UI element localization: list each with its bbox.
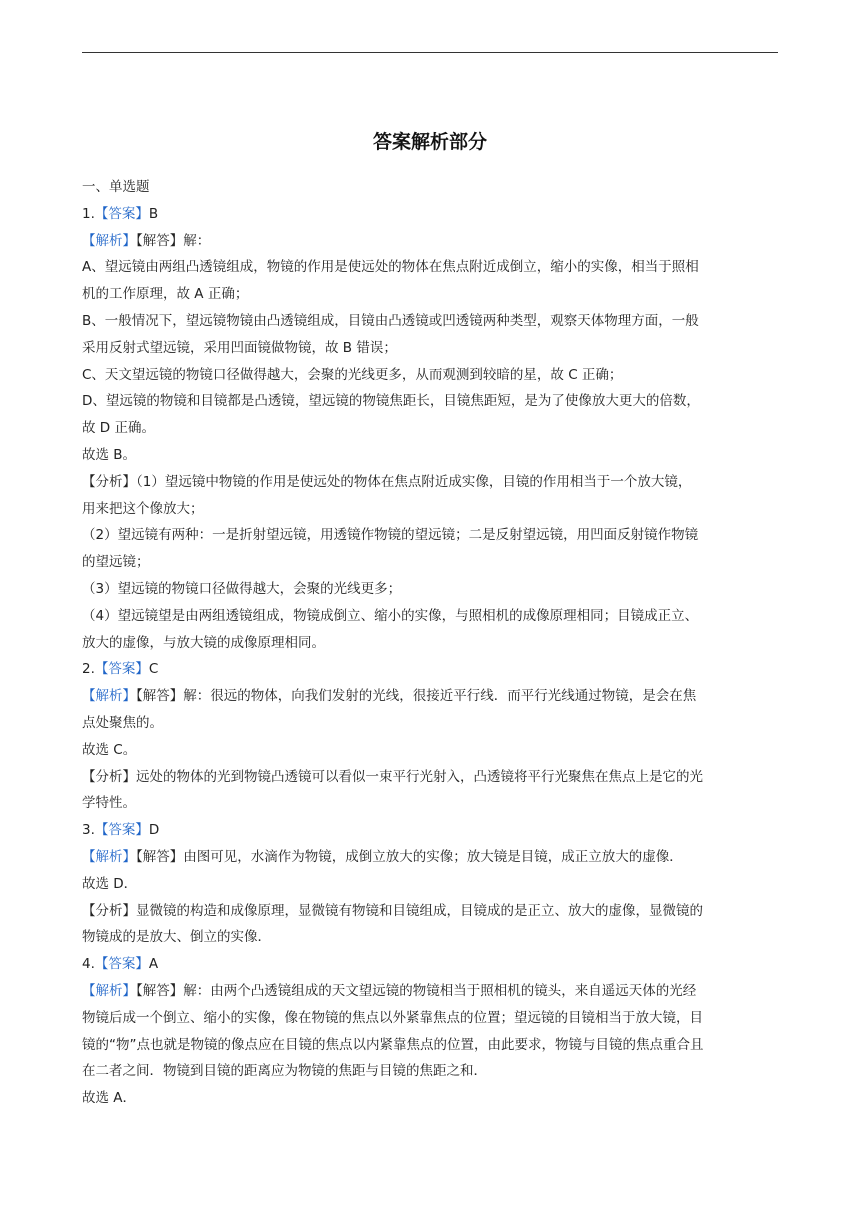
analysis-line bbox=[82, 683, 778, 710]
analysis-text-line: 机的工作原理，故 A 正确； bbox=[82, 286, 249, 303]
analysis-tag: 【解析】 bbox=[82, 982, 136, 999]
fenxi-text-line: （4）望远镜望是由两组透镜组成，物镜成倒立、缩小的实像，与照相机的成像原理相同；目镜成正立、 bbox=[82, 607, 699, 624]
analysis-tag: 【解析】 bbox=[82, 688, 136, 705]
answer-value: C bbox=[148, 661, 159, 678]
analysis-text-line: 采用反射式望远镜，采用凹面镜做物镜，故 B 错误； bbox=[82, 339, 397, 356]
analysis-text-line: 物镜后成一个倒立、缩小的实像，像在物镜的焦点以外紧靠焦点的位置；望远镜的目镜相当于放大镜，目 bbox=[82, 1009, 703, 1026]
analysis-line bbox=[82, 228, 778, 255]
analysis-text-line: 在二者之间．物镜到目镜的距离应为物镜的焦距与目镜的焦距之和． bbox=[82, 1063, 487, 1080]
analysis-text-line: 故 D 正确。 bbox=[82, 420, 155, 437]
answer-tag: 【答案】 bbox=[94, 956, 149, 973]
fenxi-text-line: 【分析】（1）望远镜中物镜的作用是使远处的物体在焦点附近成实像，目镜的作用相当于一个放大镜， bbox=[82, 473, 692, 490]
analysis-line bbox=[82, 978, 778, 1005]
answer-tag: 【答案】 bbox=[94, 661, 149, 678]
analysis-text: 【解答】解：很远的物体，向我们发射的光线，很接近平行线．而平行光线通过物镜，是会在焦 bbox=[136, 688, 697, 705]
analysis-text-line: 故选 C。 bbox=[82, 741, 137, 758]
fenxi-text-line: 【分析】显微镜的构造和成像原理，显微镜有物镜和目镜组成，目镜成的是正立、放大的虚像，显微镜的 bbox=[82, 902, 703, 919]
analysis-text-line: A、望远镜由两组凸透镜组成，物镜的作用是使远处的物体在焦点附近成倒立，缩小的实像，相当于照相 bbox=[82, 259, 699, 276]
question-number: 2. bbox=[82, 661, 95, 678]
answer-value: B bbox=[148, 205, 159, 222]
question-number: 4. bbox=[82, 956, 95, 973]
analysis-text-line: D、望远镜的物镜和目镜都是凸透镜，望远镜的物镜焦距长，目镜焦距短，是为了使像放大更大的倍数， bbox=[82, 393, 700, 410]
analysis-text-line: 镜的“物”点也就是物镜的像点应在目镜的焦点以内紧靠焦点的位置，由此要求，物镜与目镜的焦点重合且 bbox=[82, 1036, 704, 1053]
analysis-text-line: C、天文望远镜的物镜口径做得越大，会聚的光线更多，从而观测到较暗的星，故 C 正确； bbox=[82, 366, 623, 383]
question-number: 3. bbox=[82, 822, 95, 839]
answer-tag: 【答案】 bbox=[94, 205, 149, 222]
answer-line bbox=[82, 201, 778, 228]
question-number: 1. bbox=[82, 205, 95, 222]
fenxi-text-line: 的望远镜； bbox=[82, 554, 150, 571]
analysis-text: 【解答】解： bbox=[136, 232, 211, 249]
answer-line bbox=[82, 656, 778, 683]
analysis-text-line: 故选 B。 bbox=[82, 446, 137, 463]
analysis-text: 【解答】解：由两个凸透镜组成的天文望远镜的物镜相当于照相机的镜头，来自遥远天体的光经 bbox=[136, 982, 697, 999]
fenxi-text-line: 【分析】远处的物体的光到物镜凸透镜可以看似一束平行光射入，凸透镜将平行光聚焦在焦点上是它的光 bbox=[82, 768, 703, 785]
answer-line bbox=[82, 817, 778, 844]
fenxi-text-line: 放大的虚像，与放大镜的成像原理相同。 bbox=[82, 634, 325, 651]
analysis-text: 【解答】由图可见，水滴作为物镜，成倒立放大的实像；放大镜是目镜，成正立放大的虚像． bbox=[136, 848, 683, 865]
fenxi-text-line: （2）望远镜有两种：一是折射望远镜，用透镜作物镜的望远镜；二是反射望远镜，用凹面反射镜作物镜 bbox=[82, 527, 699, 544]
analysis-text-line: 故选 A． bbox=[82, 1090, 137, 1107]
answer-value: D bbox=[148, 822, 160, 839]
answer-tag: 【答案】 bbox=[94, 822, 149, 839]
analysis-tag: 【解析】 bbox=[82, 232, 136, 249]
answer-value: A bbox=[148, 956, 159, 973]
analysis-text-line: 故选 D． bbox=[82, 875, 138, 892]
fenxi-text-line: 物镜成的是放大、倒立的实像． bbox=[82, 929, 271, 946]
answer-line bbox=[82, 951, 778, 978]
fenxi-text-line: 学特性。 bbox=[82, 795, 136, 812]
analysis-text-line: 点处聚焦的。 bbox=[82, 714, 163, 731]
answer-content bbox=[82, 174, 778, 1112]
section-heading: 一、单选题 bbox=[82, 179, 150, 195]
header-rule bbox=[82, 52, 778, 53]
page-title: 答案解析部分 bbox=[372, 131, 487, 153]
analysis-text-line: B、一般情况下，望远镜物镜由凸透镜组成，目镜由凸透镜或凹透镜两种类型，观察天体物理方面，一般 bbox=[82, 312, 699, 329]
fenxi-text-line: （3）望远镜的物镜口径做得越大，会聚的光线更多； bbox=[82, 580, 402, 597]
analysis-tag: 【解析】 bbox=[82, 848, 136, 865]
analysis-line bbox=[82, 844, 778, 871]
fenxi-text-line: 用来把这个像放大； bbox=[82, 500, 204, 517]
